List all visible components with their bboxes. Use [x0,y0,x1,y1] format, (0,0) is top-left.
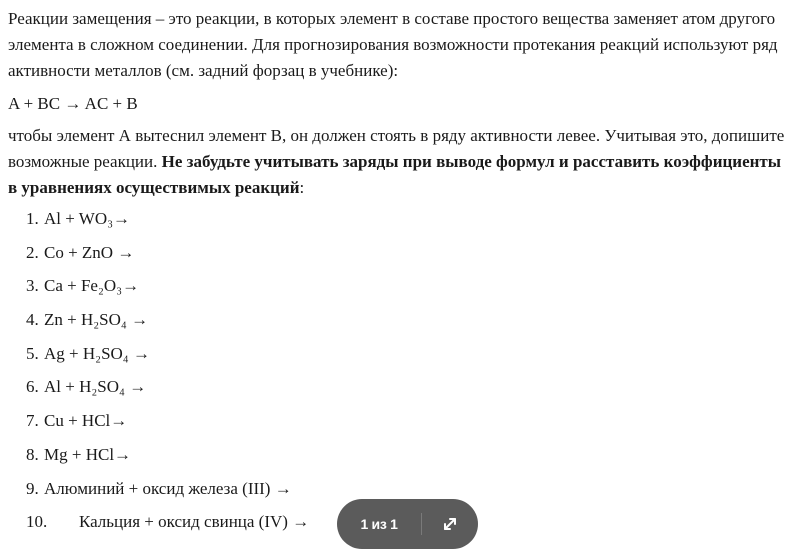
page-count-label: 1 из 1 [360,516,398,532]
list-item [8,308,788,342]
reaction-number: 2. [26,242,39,262]
list-item [8,274,788,308]
reaction-text: Co + ZnO → [44,242,135,262]
general-equation: A + BC → AC + B [8,94,138,113]
page-counter-pill [337,499,478,549]
list-item [8,342,788,376]
instruction-emphasis: Не забудьте учитывать заряды при выводе формул и расставить коэффициенты в уравнениях осуществимых реакций [8,152,782,197]
instruction-paragraph [8,123,788,201]
intro-paragraph: Реакции замещения – это реакции, в которых элемент в составе простого вещества заменяет атом другого элемента в сложном соединении. Для прогнозирования возможности протекания реакций используют ряд активности металлов (см. задний форзац в учебнике): [8,9,778,80]
document-body [8,6,788,544]
reaction-number: 4. [26,310,39,330]
reaction-number: 3. [26,276,39,296]
list-item [8,207,788,241]
reaction-text: Ca + Fe₂O₃→ [44,276,140,296]
instruction-text: чтобы элемент А вытеснил элемент В, он должен стоять в ряду активности левее. Учитывая это, допишите возможные реакции. [8,126,785,171]
list-item [8,443,788,477]
reaction-text: Алюминий + оксид железа (III) → [44,478,292,498]
reaction-number: 8. [26,444,39,464]
reaction-number: 10. [26,512,48,532]
reaction-number: 6. [26,377,39,397]
list-item [8,241,788,275]
reaction-text: Ag + H₂SO₄ → [44,343,150,363]
expand-arrows-icon [441,515,459,533]
reaction-text: Al + WO₃→ [44,209,131,228]
reaction-number: 5. [26,343,39,363]
list-item [8,375,788,409]
reaction-number: 7. [26,411,39,431]
reaction-text: Al + H₂SO₄ → [44,377,147,397]
reaction-list [8,207,788,544]
list-item [8,409,788,443]
reaction-text: Кальция + оксид свинца (IV) → [79,512,310,532]
reaction-text: Cu + HCl→ [44,411,128,431]
instruction-colon: : [299,178,305,197]
expand-button[interactable] [422,499,478,549]
reaction-text: Zn + H₂SO₄ → [44,310,149,330]
reaction-number: 9. [26,478,39,498]
reaction-number: 1. [26,209,39,228]
reaction-text: Mg + HCl→ [44,444,132,464]
